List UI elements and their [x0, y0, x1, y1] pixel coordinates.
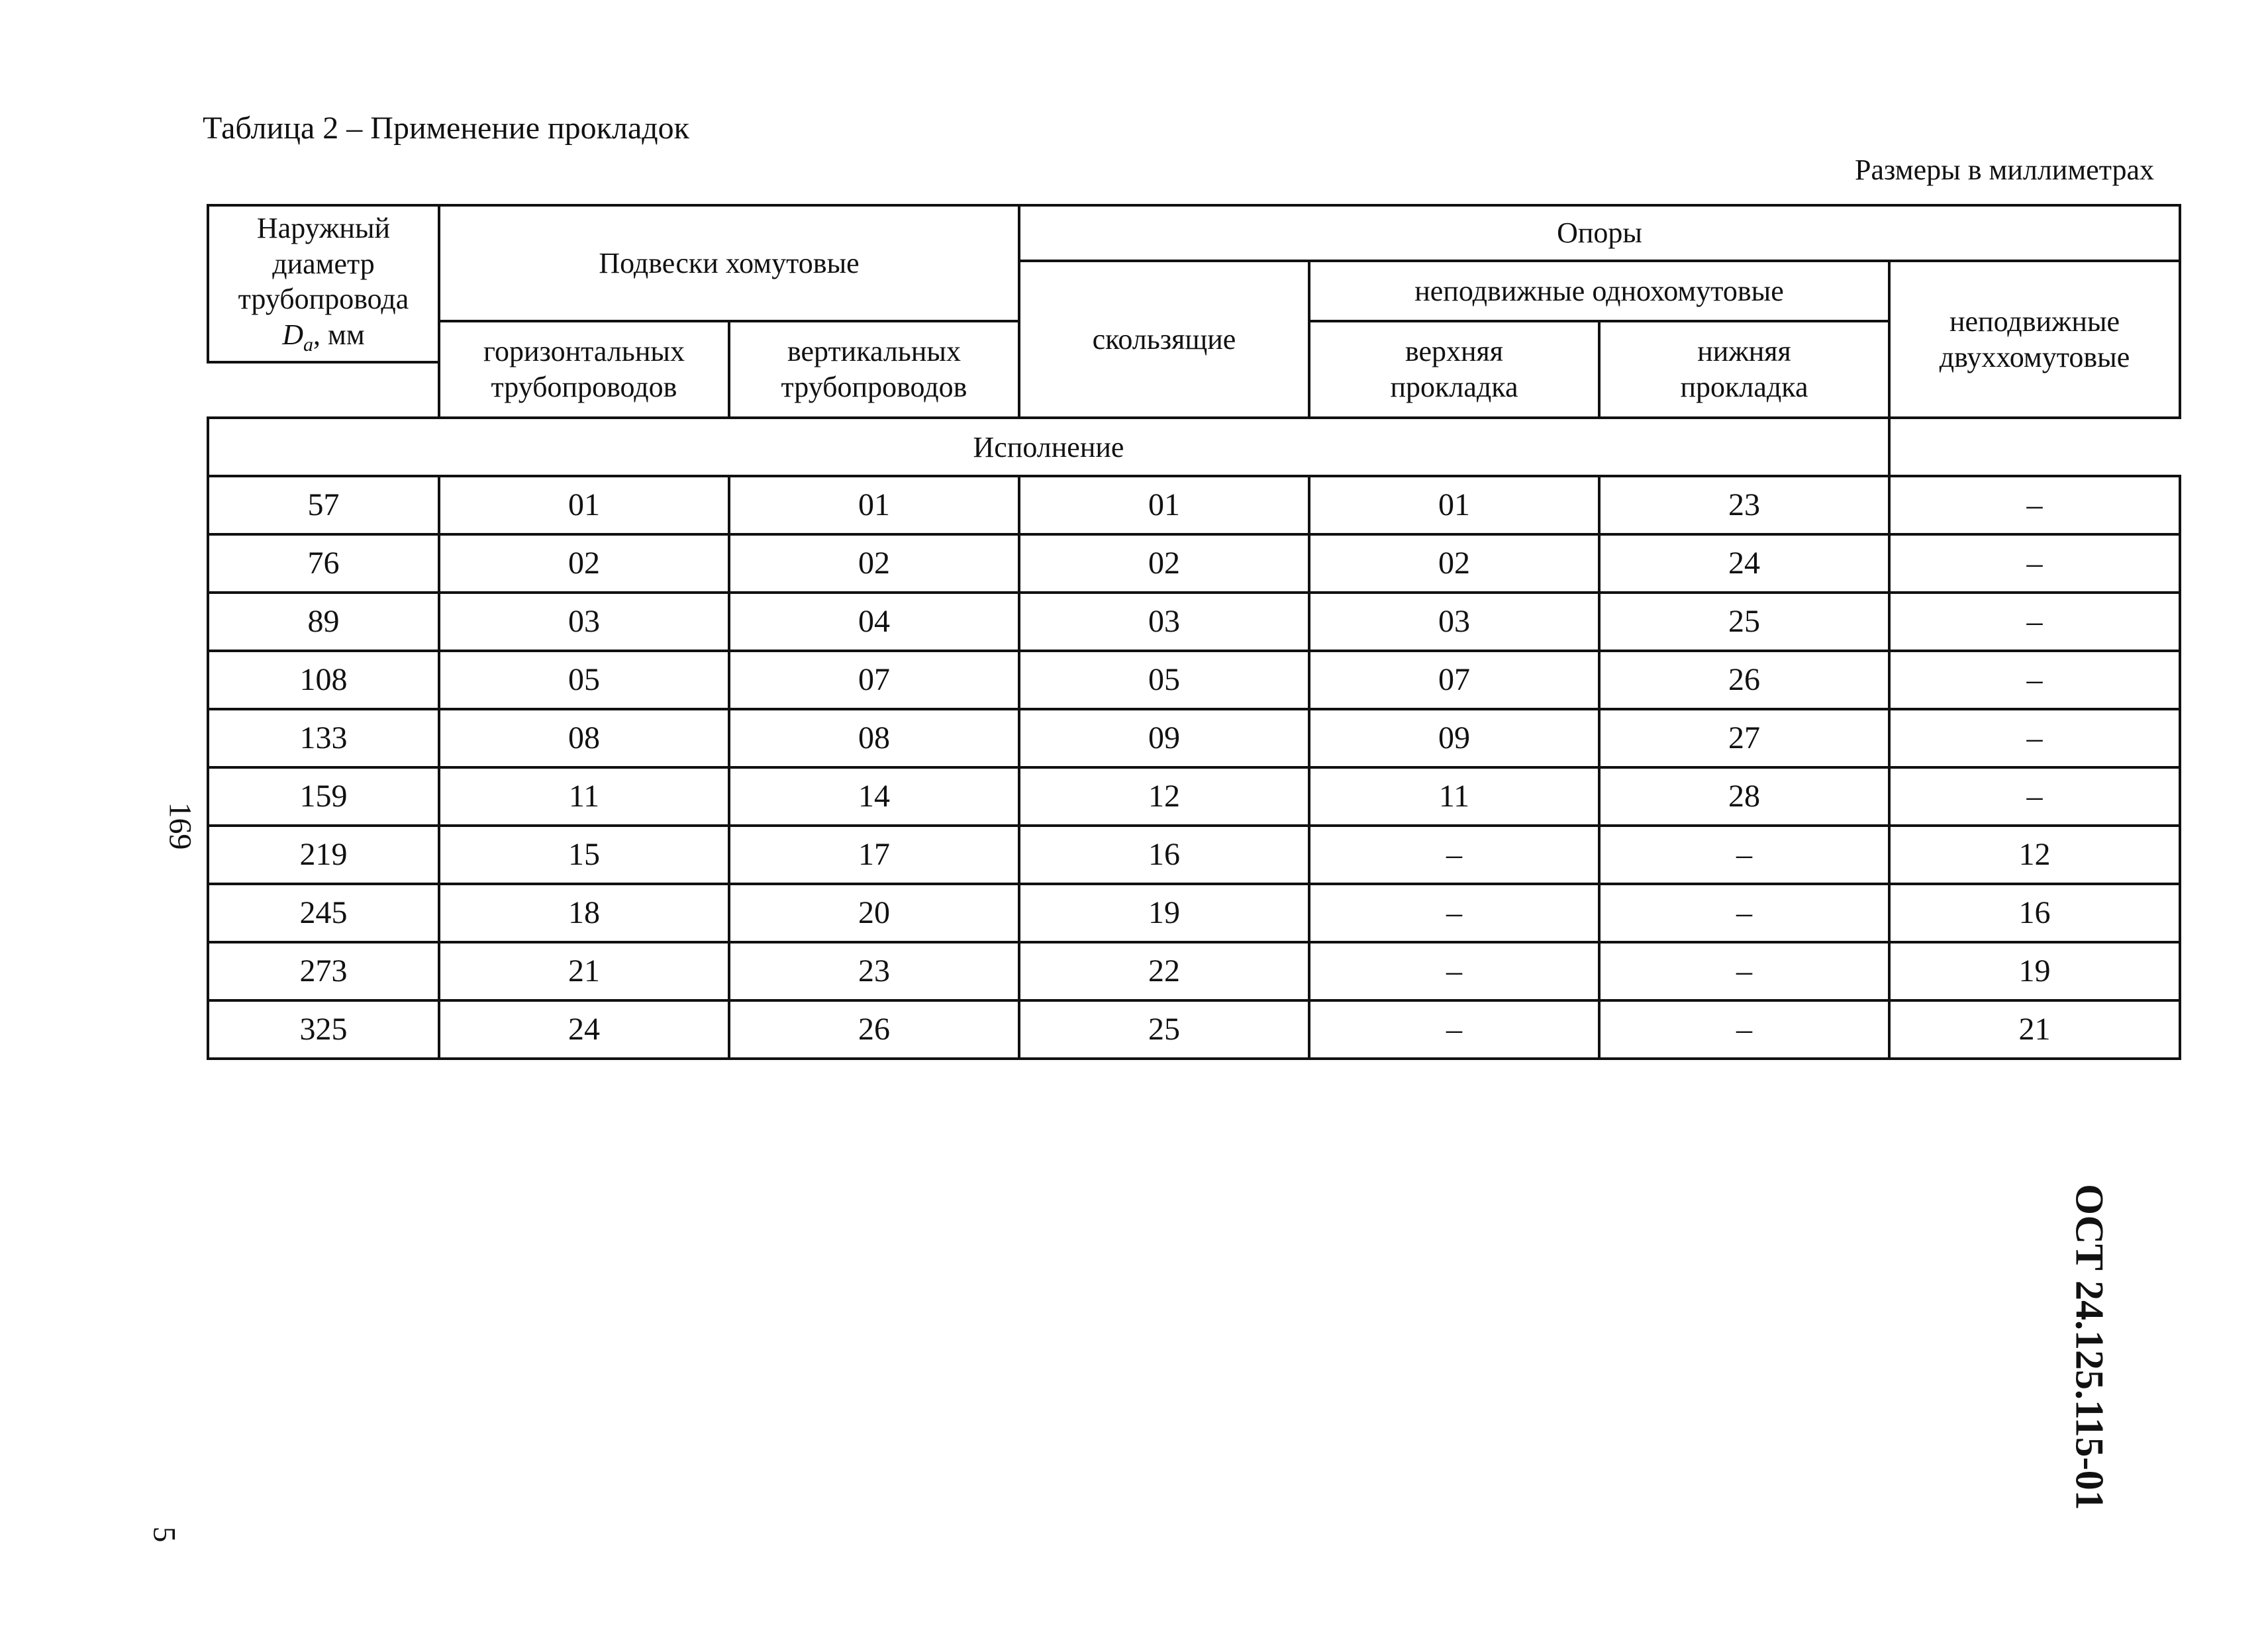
execution-cell: 24	[1599, 534, 1889, 593]
execution-cell: –	[1599, 826, 1889, 884]
header-vertical-line2: трубопроводов	[781, 371, 967, 404]
table-row	[208, 767, 2180, 826]
diameter-cell: 108	[208, 651, 439, 709]
execution-cell: 23	[1599, 476, 1889, 534]
header-vertical	[729, 321, 1019, 418]
execution-cell: –	[1889, 476, 2180, 534]
header-lower	[1599, 321, 1889, 418]
execution-cell: 27	[1599, 709, 1889, 767]
execution-cell: 08	[729, 709, 1019, 767]
execution-cell: 01	[439, 476, 729, 534]
execution-cell: 09	[1309, 709, 1599, 767]
execution-cell: 19	[1889, 942, 2180, 1000]
header-sliding: скользящие	[1019, 261, 1309, 418]
table-row	[208, 942, 2180, 1000]
header-lower-line1: нижняя	[1697, 335, 1791, 368]
diameter-cell: 325	[208, 1000, 439, 1059]
execution-cell: 28	[1599, 767, 1889, 826]
execution-cell: –	[1889, 651, 2180, 709]
execution-cell: 20	[729, 884, 1019, 942]
table-row	[208, 476, 2180, 534]
diameter-unit: , мм	[313, 318, 365, 352]
table-row	[208, 651, 2180, 709]
diameter-cell: 219	[208, 826, 439, 884]
execution-cell: 04	[729, 593, 1019, 651]
execution-cell: 11	[1309, 767, 1599, 826]
gasket-application-table	[207, 204, 2181, 1060]
table-title: Таблица 2 – Применение прокладок	[203, 111, 689, 146]
execution-cell: 01	[1309, 476, 1599, 534]
execution-cell: 02	[1019, 534, 1309, 593]
execution-cell: 05	[439, 651, 729, 709]
execution-cell: –	[1889, 767, 2180, 826]
execution-cell: 24	[439, 1000, 729, 1059]
header-fixed-single: неподвижные однохомутовые	[1309, 261, 1889, 321]
table-row	[208, 534, 2180, 593]
table-row	[208, 709, 2180, 767]
execution-cell: 12	[1889, 826, 2180, 884]
execution-cell: 01	[729, 476, 1019, 534]
diameter-cell: 76	[208, 534, 439, 593]
execution-cell: 03	[1019, 593, 1309, 651]
header-diameter-line1: Наружный	[256, 212, 391, 244]
table-body	[208, 476, 2180, 1059]
execution-cell: 14	[729, 767, 1019, 826]
header-lower-line2: прокладка	[1680, 371, 1808, 404]
diameter-symbol: D	[282, 318, 304, 352]
execution-cell: 21	[1889, 1000, 2180, 1059]
execution-cell: 22	[1019, 942, 1309, 1000]
execution-cell: 07	[729, 651, 1019, 709]
header-horizontal	[439, 321, 729, 418]
execution-cell: –	[1599, 1000, 1889, 1059]
table-row	[208, 1000, 2180, 1059]
execution-cell: 01	[1019, 476, 1309, 534]
execution-cell: –	[1889, 593, 2180, 651]
header-fixed-double	[1889, 261, 2180, 418]
execution-cell: 25	[1599, 593, 1889, 651]
header-fixed-double-line2: двуххомутовые	[1939, 340, 2130, 373]
header-upper-line2: прокладка	[1390, 371, 1518, 404]
header-horizontal-line1: горизонтальных	[483, 335, 685, 368]
execution-cell: 07	[1309, 651, 1599, 709]
diameter-cell: 245	[208, 884, 439, 942]
execution-cell: 02	[439, 534, 729, 593]
execution-cell: 15	[439, 826, 729, 884]
execution-cell: –	[1309, 942, 1599, 1000]
header-upper	[1309, 321, 1599, 418]
execution-cell: 16	[1019, 826, 1309, 884]
header-supports: Опоры	[1019, 205, 2180, 261]
execution-cell: –	[1599, 942, 1889, 1000]
page-number: 169	[162, 802, 198, 850]
diameter-cell: 133	[208, 709, 439, 767]
execution-cell: 02	[729, 534, 1019, 593]
execution-cell: 08	[439, 709, 729, 767]
execution-cell: 21	[439, 942, 729, 1000]
header-diameter-line4	[213, 317, 434, 357]
header-diameter	[208, 205, 439, 362]
table-row	[208, 826, 2180, 884]
table-row	[208, 884, 2180, 942]
diameter-cell: 159	[208, 767, 439, 826]
execution-cell: 19	[1019, 884, 1309, 942]
execution-cell: 05	[1019, 651, 1309, 709]
execution-cell: –	[1889, 709, 2180, 767]
execution-cell: 03	[439, 593, 729, 651]
diameter-cell: 273	[208, 942, 439, 1000]
sheet-number: 5	[146, 1526, 182, 1543]
execution-cell: 23	[729, 942, 1019, 1000]
execution-cell: 25	[1019, 1000, 1309, 1059]
execution-cell: 12	[1019, 767, 1309, 826]
execution-cell: 18	[439, 884, 729, 942]
header-vertical-line1: вертикальных	[787, 335, 961, 368]
header-fixed-double-line1: неподвижные	[1949, 305, 2120, 338]
execution-cell: 09	[1019, 709, 1309, 767]
execution-cell: 26	[729, 1000, 1019, 1059]
table-row	[208, 593, 2180, 651]
execution-cell: –	[1309, 1000, 1599, 1059]
execution-cell: 26	[1599, 651, 1889, 709]
execution-cell: –	[1309, 826, 1599, 884]
execution-cell: 03	[1309, 593, 1599, 651]
header-diameter-line3: трубопровода	[238, 283, 409, 316]
header-upper-line1: верхняя	[1405, 335, 1504, 368]
execution-cell: 17	[729, 826, 1019, 884]
diameter-subscript: a	[303, 333, 314, 356]
header-hangers: Подвески хомутовые	[439, 205, 1019, 321]
header-horizontal-line2: трубопроводов	[491, 371, 677, 404]
diameter-cell: 89	[208, 593, 439, 651]
execution-cell: 02	[1309, 534, 1599, 593]
execution-cell: –	[1309, 884, 1599, 942]
document-code: ОСТ 24.125.115-01	[2067, 1184, 2112, 1510]
header-execution: Исполнение	[208, 418, 1889, 476]
units-note: Размеры в миллиметрах	[1855, 154, 2154, 186]
header-diameter-line2: диаметр	[272, 247, 375, 280]
execution-cell: –	[1599, 884, 1889, 942]
diameter-cell: 57	[208, 476, 439, 534]
execution-cell: –	[1889, 534, 2180, 593]
execution-cell: 16	[1889, 884, 2180, 942]
execution-cell: 11	[439, 767, 729, 826]
